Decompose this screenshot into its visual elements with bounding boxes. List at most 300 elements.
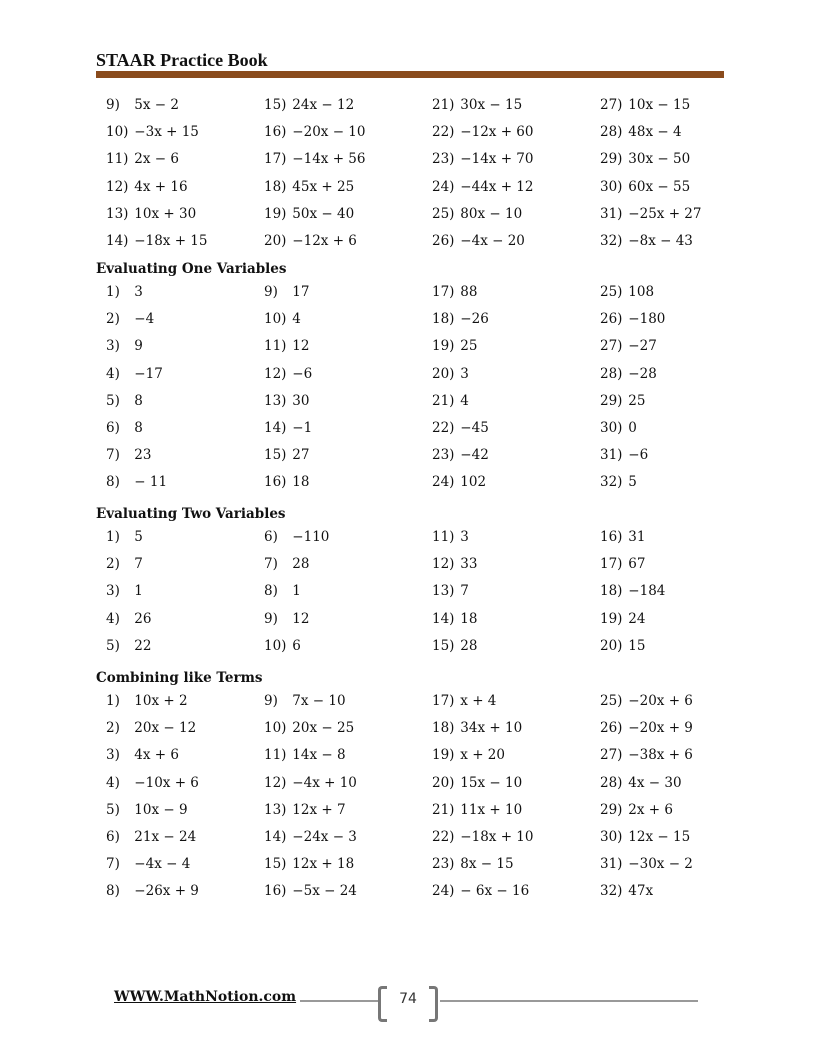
answer-item [96, 578, 264, 605]
item-number: 10) [106, 124, 129, 141]
answer-item [96, 415, 264, 442]
answer-grid [96, 688, 726, 906]
item-answer: 28 [460, 637, 478, 654]
item-answer: 4x + 16 [134, 178, 188, 195]
item-answer: −5x − 24 [292, 883, 357, 900]
answer-item [96, 551, 264, 578]
item-answer: 18 [292, 474, 310, 491]
section-evaluating-two-variables [96, 504, 726, 660]
answer-item [264, 742, 432, 769]
item-number: 5) [106, 392, 120, 409]
item-number: 27) [600, 747, 623, 764]
item-number: 22) [432, 419, 455, 436]
item-answer: 1 [134, 583, 143, 600]
item-number: 17) [600, 556, 623, 573]
item-number: 12) [432, 556, 455, 573]
item-number: 7) [106, 856, 120, 873]
answer-item [96, 524, 264, 551]
answer-item [600, 770, 726, 797]
item-answer: −10x + 6 [134, 774, 199, 791]
item-answer: 10x − 15 [628, 97, 691, 113]
item-number: 4) [106, 365, 120, 382]
item-answer: 15x − 10 [460, 774, 523, 791]
item-answer: −4x + 10 [292, 774, 357, 791]
item-number: 30) [600, 419, 623, 436]
item-answer: 8 [134, 419, 143, 436]
answer-item [264, 824, 432, 851]
answer-item [432, 633, 600, 660]
footer-divider-left [300, 1000, 378, 1002]
item-answer: 3 [460, 365, 469, 382]
item-answer: 7x − 10 [292, 693, 346, 709]
item-number: 27) [600, 97, 623, 113]
item-answer: 27 [292, 447, 310, 464]
item-number: 30) [600, 178, 623, 195]
answer-item [432, 715, 600, 742]
item-answer: 48x − 4 [628, 124, 682, 141]
item-answer: −42 [460, 447, 489, 464]
item-answer: 108 [628, 284, 655, 300]
answer-item [96, 797, 264, 824]
item-answer: −8x − 43 [628, 232, 693, 249]
item-number: 21) [432, 392, 455, 409]
item-number: 6) [264, 529, 278, 545]
answer-item [432, 851, 600, 878]
item-answer: 88 [460, 284, 478, 300]
answer-item [600, 469, 726, 496]
item-answer: 0 [628, 419, 637, 436]
item-answer: −1 [292, 419, 313, 436]
answer-item [264, 361, 432, 388]
item-answer: 26 [134, 610, 152, 627]
item-number: 10) [264, 311, 287, 328]
item-number: 14) [264, 828, 287, 845]
item-number: 1) [106, 284, 120, 300]
answer-item [96, 851, 264, 878]
item-answer: 12x + 7 [292, 801, 346, 818]
answer-item [432, 878, 600, 905]
item-number: 2) [106, 720, 120, 737]
item-answer: 11x + 10 [460, 801, 523, 818]
answer-grid [96, 279, 726, 497]
item-number: 9) [264, 693, 278, 709]
item-answer: −6 [628, 447, 649, 464]
answer-grid [96, 92, 726, 255]
answer-item [600, 878, 726, 905]
answer-item [96, 715, 264, 742]
item-number: 16) [264, 124, 287, 141]
answer-item [264, 279, 432, 306]
item-answer: 1 [292, 583, 301, 600]
section-evaluating-one-variable [96, 259, 726, 497]
item-answer: 22 [134, 637, 152, 654]
item-answer: −12x + 6 [292, 232, 357, 249]
item-answer: −12x + 60 [460, 124, 534, 141]
item-answer: −26 [460, 311, 489, 328]
website-link[interactable]: WWW.MathNotion.com [114, 989, 297, 1005]
item-number: 25) [432, 205, 455, 222]
item-number: 12) [264, 365, 287, 382]
answer-item [600, 578, 726, 605]
item-answer: 4 [292, 311, 301, 328]
answer-item [600, 306, 726, 333]
item-answer: −6 [292, 365, 313, 382]
answer-item [264, 333, 432, 360]
item-answer: −38x + 6 [628, 747, 693, 764]
answer-item [96, 306, 264, 333]
item-answer: 34x + 10 [460, 720, 523, 737]
item-number: 17) [432, 693, 455, 709]
item-answer: 28 [292, 556, 310, 573]
item-number: 17) [432, 284, 455, 300]
item-number: 6) [106, 419, 120, 436]
item-number: 25) [600, 693, 623, 709]
item-answer: − 6x − 16 [460, 883, 530, 900]
item-answer: −20x + 9 [628, 720, 693, 737]
item-number: 6) [106, 828, 120, 845]
item-answer: −110 [292, 529, 330, 545]
answer-item [264, 201, 432, 228]
answer-item [96, 201, 264, 228]
item-number: 7) [264, 556, 278, 573]
item-answer: 21x − 24 [134, 828, 197, 845]
item-number: 23) [432, 856, 455, 873]
item-number: 2) [106, 556, 120, 573]
answer-item [600, 633, 726, 660]
item-answer: −18x + 15 [134, 232, 208, 249]
item-number: 9) [264, 284, 278, 300]
answer-item [96, 279, 264, 306]
answer-item [600, 92, 726, 119]
item-number: 31) [600, 856, 623, 873]
item-answer: −184 [628, 583, 666, 600]
answer-item [432, 824, 600, 851]
item-answer: 30 [292, 392, 310, 409]
answer-item [264, 878, 432, 905]
answer-item [264, 606, 432, 633]
item-answer: 7 [460, 583, 469, 600]
item-number: 28) [600, 774, 623, 791]
item-number: 3) [106, 583, 120, 600]
item-number: 11) [432, 529, 455, 545]
answer-item [432, 551, 600, 578]
item-answer: 4 [460, 392, 469, 409]
item-answer: x + 20 [460, 747, 505, 764]
answer-item [432, 174, 600, 201]
answer-item [264, 306, 432, 333]
answer-item [432, 201, 600, 228]
answer-item [96, 388, 264, 415]
section-combining-like-terms [96, 668, 726, 906]
answer-item [432, 388, 600, 415]
item-number: 9) [106, 97, 120, 113]
item-answer: −3x + 15 [134, 124, 199, 141]
answer-item [600, 606, 726, 633]
answer-item [600, 388, 726, 415]
item-answer: −180 [628, 311, 666, 328]
item-number: 28) [600, 365, 623, 382]
page-number-bracket-right [429, 986, 438, 1022]
item-answer: 60x − 55 [628, 178, 691, 195]
item-answer: 6 [292, 637, 301, 654]
item-number: 14) [106, 232, 129, 249]
answer-item [264, 551, 432, 578]
item-number: 22) [432, 124, 455, 141]
item-number: 12) [106, 178, 129, 195]
item-answer: 10x + 30 [134, 205, 197, 222]
item-number: 16) [600, 529, 623, 545]
item-number: 19) [432, 338, 455, 355]
item-number: 9) [264, 610, 278, 627]
answer-item [432, 92, 600, 119]
item-answer: 2x − 6 [134, 151, 179, 168]
answer-item [264, 388, 432, 415]
answer-item [96, 228, 264, 255]
item-number: 10) [264, 720, 287, 737]
answer-item [96, 688, 264, 715]
answer-item [264, 524, 432, 551]
item-number: 8) [106, 883, 120, 900]
item-answer: 8 [134, 392, 143, 409]
answer-grid [96, 524, 726, 660]
item-answer: −28 [628, 365, 657, 382]
answer-item [264, 688, 432, 715]
answer-item [600, 228, 726, 255]
item-number: 15) [264, 447, 287, 464]
item-answer: 7 [134, 556, 143, 573]
item-answer: 25 [460, 338, 478, 355]
item-number: 20) [264, 232, 287, 249]
answer-item [96, 606, 264, 633]
page-number-bracket-left [378, 986, 387, 1022]
item-number: 13) [264, 392, 287, 409]
item-number: 20) [600, 637, 623, 654]
answer-item [96, 333, 264, 360]
section-title: Evaluating Two Variables [96, 506, 286, 522]
answer-item [432, 688, 600, 715]
item-answer: 30x − 15 [460, 97, 523, 113]
answer-item [432, 333, 600, 360]
item-number: 19) [264, 205, 287, 222]
section-simplifying [96, 92, 726, 255]
answer-item [96, 92, 264, 119]
answer-item [600, 146, 726, 173]
answer-item [600, 851, 726, 878]
item-number: 24) [432, 178, 455, 195]
item-answer: −17 [134, 365, 163, 382]
answer-item [432, 119, 600, 146]
item-answer: −4x − 20 [460, 232, 525, 249]
item-number: 13) [264, 801, 287, 818]
answer-item [432, 469, 600, 496]
item-number: 22) [432, 828, 455, 845]
answer-item [600, 442, 726, 469]
answer-item [264, 228, 432, 255]
item-number: 3) [106, 747, 120, 764]
item-number: 25) [600, 284, 623, 300]
item-answer: −25x + 27 [628, 205, 702, 222]
item-answer: −18x + 10 [460, 828, 534, 845]
item-answer: 5x − 2 [134, 97, 179, 113]
item-number: 11) [264, 338, 287, 355]
answer-item [432, 606, 600, 633]
item-number: 19) [432, 747, 455, 764]
item-number: 14) [264, 419, 287, 436]
item-number: 4) [106, 610, 120, 627]
answer-item [96, 442, 264, 469]
item-answer: 2x + 6 [628, 801, 673, 818]
answer-item [264, 415, 432, 442]
item-number: 4) [106, 774, 120, 791]
answer-item [600, 279, 726, 306]
item-number: 18) [432, 720, 455, 737]
answer-item [600, 174, 726, 201]
item-number: 10) [264, 637, 287, 654]
item-number: 16) [264, 474, 287, 491]
item-answer: −24x − 3 [292, 828, 357, 845]
item-answer: 23 [134, 447, 152, 464]
answer-item [96, 633, 264, 660]
answer-item [264, 146, 432, 173]
answer-item [600, 824, 726, 851]
item-answer: 80x − 10 [460, 205, 523, 222]
item-number: 32) [600, 883, 623, 900]
answer-item [432, 442, 600, 469]
footer-divider-right [440, 1000, 698, 1002]
item-number: 32) [600, 232, 623, 249]
answer-item [600, 201, 726, 228]
item-number: 11) [106, 151, 129, 168]
item-answer: 50x − 40 [292, 205, 355, 222]
item-number: 20) [432, 774, 455, 791]
answer-item [600, 415, 726, 442]
item-answer: 47x [628, 883, 654, 900]
item-answer: 12x + 18 [292, 856, 355, 873]
item-answer: 33 [460, 556, 478, 573]
item-number: 24) [432, 474, 455, 491]
answer-item [600, 715, 726, 742]
answer-item [264, 851, 432, 878]
answer-item [600, 333, 726, 360]
answer-item [432, 228, 600, 255]
item-number: 23) [432, 151, 455, 168]
item-answer: 102 [460, 474, 487, 491]
item-answer: 17 [292, 284, 310, 300]
item-number: 8) [264, 583, 278, 600]
answer-item [600, 742, 726, 769]
answer-item [600, 361, 726, 388]
page-header-title: STAAR Practice Book [96, 50, 268, 70]
item-number: 18) [432, 311, 455, 328]
answer-item [96, 119, 264, 146]
item-answer: − 11 [134, 474, 168, 491]
item-answer: 15 [628, 637, 646, 654]
item-answer: 5 [134, 529, 143, 545]
item-answer: −30x − 2 [628, 856, 693, 873]
item-number: 30) [600, 828, 623, 845]
item-answer: x + 4 [460, 693, 497, 709]
item-answer: 14x − 8 [292, 747, 346, 764]
answer-item [96, 824, 264, 851]
item-number: 5) [106, 801, 120, 818]
item-number: 32) [600, 474, 623, 491]
item-answer: 4x − 30 [628, 774, 682, 791]
answer-item [96, 878, 264, 905]
answer-item [96, 174, 264, 201]
answer-item [264, 770, 432, 797]
item-number: 26) [432, 232, 455, 249]
item-number: 15) [264, 97, 287, 113]
item-answer: 31 [628, 529, 646, 545]
item-answer: 3 [460, 529, 469, 545]
item-number: 13) [432, 583, 455, 600]
answer-item [264, 715, 432, 742]
item-number: 31) [600, 205, 623, 222]
item-answer: 8x − 15 [460, 856, 514, 873]
item-answer: 25 [628, 392, 646, 409]
item-answer: 67 [628, 556, 646, 573]
item-answer: 12x − 15 [628, 828, 691, 845]
item-number: 7) [106, 447, 120, 464]
item-answer: 5 [628, 474, 637, 491]
item-number: 18) [600, 583, 623, 600]
page-number: 74 [399, 991, 417, 1007]
answer-item [600, 688, 726, 715]
answer-item [264, 174, 432, 201]
section-title: Evaluating One Variables [96, 261, 287, 277]
answer-item [264, 633, 432, 660]
item-number: 23) [432, 447, 455, 464]
item-answer: −27 [628, 338, 657, 355]
item-number: 29) [600, 801, 623, 818]
answer-item [432, 279, 600, 306]
item-number: 16) [264, 883, 287, 900]
item-answer: 20x − 12 [134, 720, 197, 737]
item-number: 18) [264, 178, 287, 195]
item-answer: 12 [292, 338, 310, 355]
item-answer: −20x − 10 [292, 124, 366, 141]
item-number: 24) [432, 883, 455, 900]
answer-item [96, 742, 264, 769]
item-number: 15) [432, 637, 455, 654]
item-number: 3) [106, 338, 120, 355]
item-number: 21) [432, 801, 455, 818]
answer-item [96, 361, 264, 388]
item-answer: 10x + 2 [134, 693, 188, 709]
item-number: 20) [432, 365, 455, 382]
answer-item [432, 415, 600, 442]
answer-item [432, 361, 600, 388]
answer-item [432, 742, 600, 769]
item-answer: −45 [460, 419, 489, 436]
item-answer: −26x + 9 [134, 883, 199, 900]
item-number: 8) [106, 474, 120, 491]
item-number: 2) [106, 311, 120, 328]
answer-item [264, 797, 432, 824]
answer-item [264, 92, 432, 119]
item-answer: 20x − 25 [292, 720, 355, 737]
item-number: 19) [600, 610, 623, 627]
header-rule [96, 71, 724, 78]
item-number: 29) [600, 392, 623, 409]
item-number: 12) [264, 774, 287, 791]
answer-item [432, 770, 600, 797]
item-answer: 45x + 25 [292, 178, 355, 195]
item-answer: 12 [292, 610, 310, 627]
answer-item [600, 551, 726, 578]
item-number: 29) [600, 151, 623, 168]
item-answer: 4x + 6 [134, 747, 179, 764]
